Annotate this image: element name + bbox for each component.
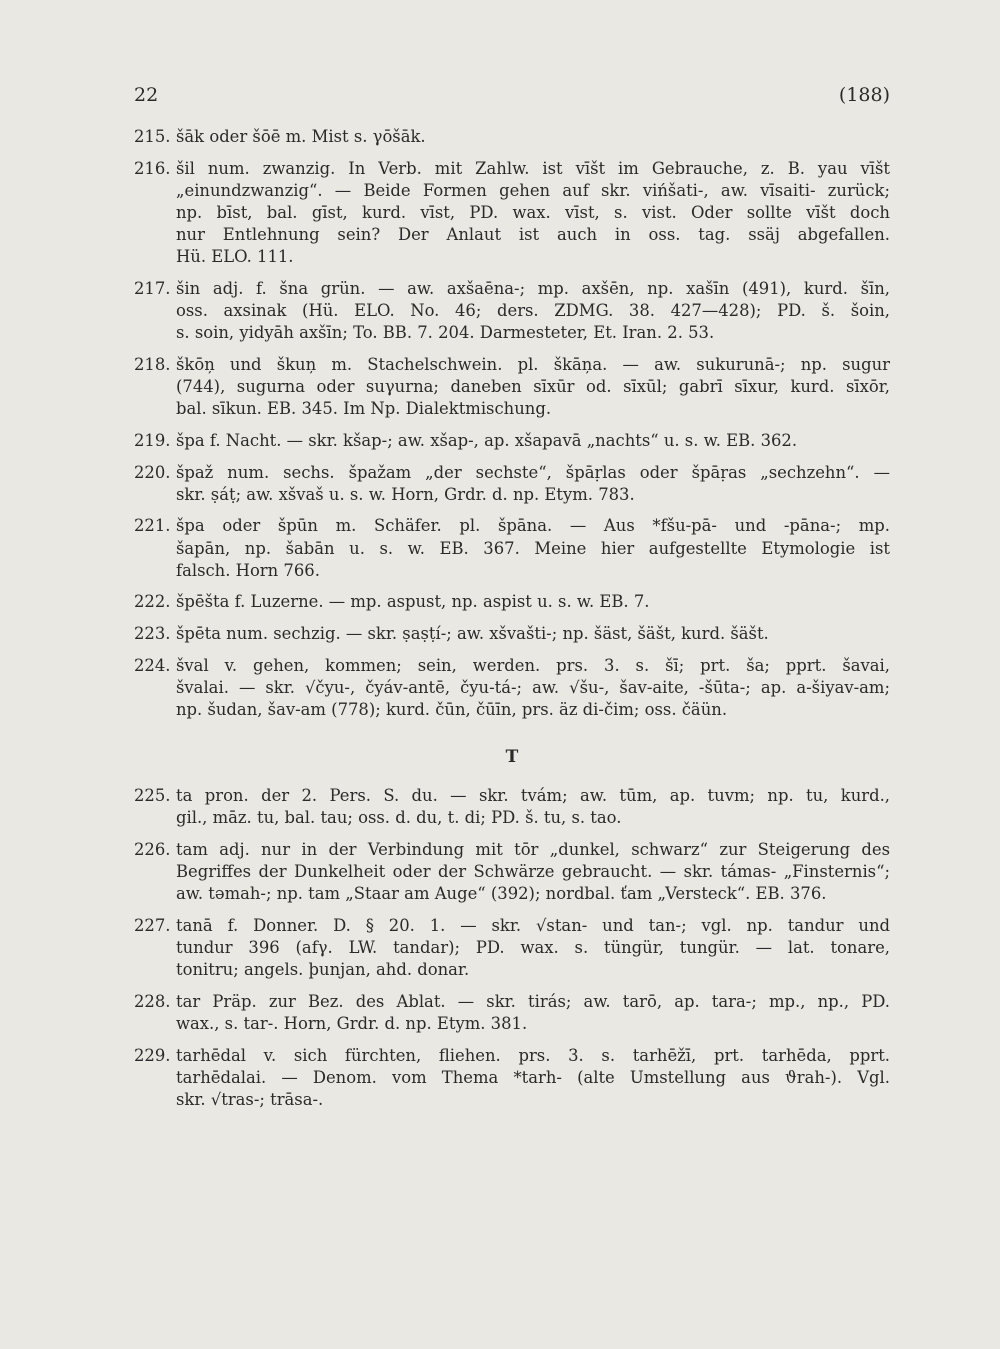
- dictionary-entry: [134, 1045, 890, 1112]
- entry-text-line: oss. axsinak (Hü. ELO. No. 46; ders. ZDMG. 38. 427—428); PD. š. šoin,: [176, 301, 890, 321]
- entry-text-line: švalai. — skr. √čyu-, čyáv-antē, čyu-tá-; aw. √šu-, šav-aite, -šūta-; ap. a-šiyav-am;: [176, 677, 890, 697]
- entry-number: 226.: [134, 839, 171, 859]
- entry-text-line: Hü. ELO. 111.: [176, 247, 294, 267]
- dictionary-entry: [134, 278, 890, 345]
- entry-text-line: špa oder špūn m. Schäfer. pl. špāna. — Aus *fšu-pā- und -pāna-; mp.: [176, 516, 890, 536]
- entry-text-line: špēšta f. Luzerne. — mp. aspust, np. aspist u. s. w. EB. 7.: [176, 592, 650, 612]
- entry-text-line: s. soin, yidyāh axšīn; To. BB. 7. 204. Darmesteter, Et. Iran. 2. 53.: [176, 323, 715, 343]
- entry-text-line: špaž num. sechs. špažam „der sechste“, špāṛlas oder špāṛas „sechzehn“. —: [176, 462, 890, 482]
- entry-number: 215.: [134, 127, 171, 146]
- entry-text-line: np. šudan, šav-am (778); kurd. čūn, čūīn, prs. äz di-čim; oss. čäün.: [176, 699, 728, 719]
- dictionary-entry: [134, 430, 890, 452]
- dictionary-entry: [134, 354, 890, 421]
- dictionary-entry: [134, 655, 890, 722]
- entry-text-line: Begriffes der Dunkelheit oder der Schwärze gebraucht. — skr. támas- „Finsternis“;: [176, 862, 890, 882]
- entry-text-line: skr. ṣáṭ; aw. xšvaš u. s. w. Horn, Grdr. d. np. Etym. 783.: [176, 484, 635, 504]
- entry-text-line: gil., māz. tu, bal. tau; oss. d. du, t. di; PD. š. tu, s. tao.: [176, 808, 622, 828]
- entry-text-line: šāk oder šōē m. Mist s. γōšāk.: [176, 127, 426, 146]
- entry-text-line: „einundzwanzig“. — Beide Formen gehen auf skr. vińšati-, aw. vīsaiti- zurück;: [176, 180, 890, 200]
- entry-number: 216.: [134, 158, 171, 178]
- entry-number: 220.: [134, 462, 171, 482]
- entry-text-line: falsch. Horn 766.: [176, 560, 320, 580]
- page-header: [0, 84, 1000, 114]
- page-reference: (188): [838, 84, 890, 106]
- entry-text-line: skr. √tras-; trāsa-.: [176, 1090, 324, 1110]
- entry-number: 222.: [134, 592, 171, 612]
- entry-text-line: tundur 396 (afγ. LW. tandar); PD. wax. s. tüngür, tungür. — lat. tonare,: [176, 938, 890, 958]
- entry-text-line: špa f. Nacht. — skr. kšap-; aw. xšap-, ap. xšapavā „nachts“ u. s. w. EB. 362.: [176, 431, 798, 450]
- entry-number: 224.: [134, 655, 171, 675]
- page-number: 22: [134, 84, 159, 106]
- entry-text-line: tar Präp. zur Bez. des Ablat. — skr. tirás; aw. tarō, ap. tara-; mp., np., PD.: [176, 991, 890, 1011]
- entry-text-line: špēta num. sechzig. — skr. ṣaṣṭí-; aw. xšvašti-; np. šäst, šäšt, kurd. šäšt.: [176, 623, 769, 643]
- entry-text-line: ta pron. der 2. Pers. S. du. — skr. tvám; aw. tūm, ap. tuvm; np. tu, kurd.,: [176, 786, 890, 806]
- entry-text-line: nur Entlehnung sein? Der Anlaut ist auch in oss. tag. ssäj abgefallen.: [176, 225, 890, 245]
- entry-text-line: šil num. zwanzig. In Verb. mit Zahlw. ist vīšt im Gebrauche, z. B. yau vīšt: [176, 158, 890, 178]
- entry-number: 227.: [134, 915, 171, 935]
- entry-text-line: tam adj. nur in der Verbindung mit tōr „dunkel, schwarz“ zur Steigerung des: [176, 839, 890, 859]
- entry-text-line: šapān, np. šabān u. s. w. EB. 367. Meine hier aufgestellte Etymologie ist: [176, 538, 890, 558]
- entry-text-line: np. bīst, bal. gīst, kurd. vīst, PD. wax. vīst, s. vist. Oder sollte vīšt doch: [176, 203, 890, 222]
- entry-number: 221.: [134, 516, 171, 536]
- dictionary-entry: [134, 158, 890, 269]
- entry-number: 219.: [134, 431, 171, 450]
- dictionary-entry: [134, 623, 890, 645]
- entry-number: 225.: [134, 786, 171, 806]
- entry-text-line: škōņ und škuņ m. Stachelschwein. pl. škāņa. — aw. sukurunā-; np. sugur: [176, 355, 890, 374]
- dictionary-entries: [134, 126, 890, 1121]
- entry-text-line: wax., s. tar-. Horn, Grdr. d. np. Etym. 381.: [176, 1014, 528, 1034]
- dictionary-entry: [134, 462, 890, 506]
- entry-text-line: bal. sīkun. EB. 345. Im Np. Dialektmischung.: [176, 399, 552, 419]
- entry-text-line: aw. təmah-; np. tam „Staar am Auge“ (392); nordbal. ťam „Versteck“. EB. 376.: [176, 884, 827, 904]
- entry-number: 217.: [134, 279, 171, 298]
- entry-number: 229.: [134, 1045, 171, 1065]
- entry-number: 223.: [134, 623, 171, 643]
- entry-text-line: tanā f. Donner. D. § 20. 1. — skr. √stan- und tan-; vgl. np. tandur und: [176, 915, 890, 935]
- dictionary-entry: [134, 991, 890, 1035]
- dictionary-entry: [134, 785, 890, 829]
- dictionary-entry: [134, 591, 890, 613]
- entry-text-line: (744), sugurna oder suγurna; daneben sīxūr od. sīxūl; gabrī sīxur, kurd. sīxōr,: [176, 377, 890, 397]
- entry-number: 218.: [134, 355, 171, 374]
- entry-text-line: tarhēdalai. — Denom. vom Thema *tarh- (alte Umstellung aus ϑrah-). Vgl.: [176, 1067, 890, 1087]
- dictionary-entry: [134, 915, 890, 982]
- entry-text-line: tonitru; angels. þunjan, ahd. donar.: [176, 960, 470, 980]
- dictionary-entry: [134, 515, 890, 582]
- entry-text-line: tarhēdal v. sich fürchten, fliehen. prs. 3. s. tarhēžī, prt. tarhēda, pprt.: [176, 1045, 890, 1065]
- entry-text-line: šval v. gehen, kommen; sein, werden. prs. 3. s. šī; prt. ša; pprt. šavai,: [176, 655, 890, 675]
- dictionary-entry: [134, 839, 890, 906]
- section-heading: T: [505, 747, 519, 768]
- dictionary-entry: [134, 126, 890, 148]
- entry-number: 228.: [134, 991, 171, 1011]
- entry-text-line: šin adj. f. šna grün. — aw. axšaēna-; mp. axšēn, np. xašīn (491), kurd. šīn,: [176, 279, 890, 298]
